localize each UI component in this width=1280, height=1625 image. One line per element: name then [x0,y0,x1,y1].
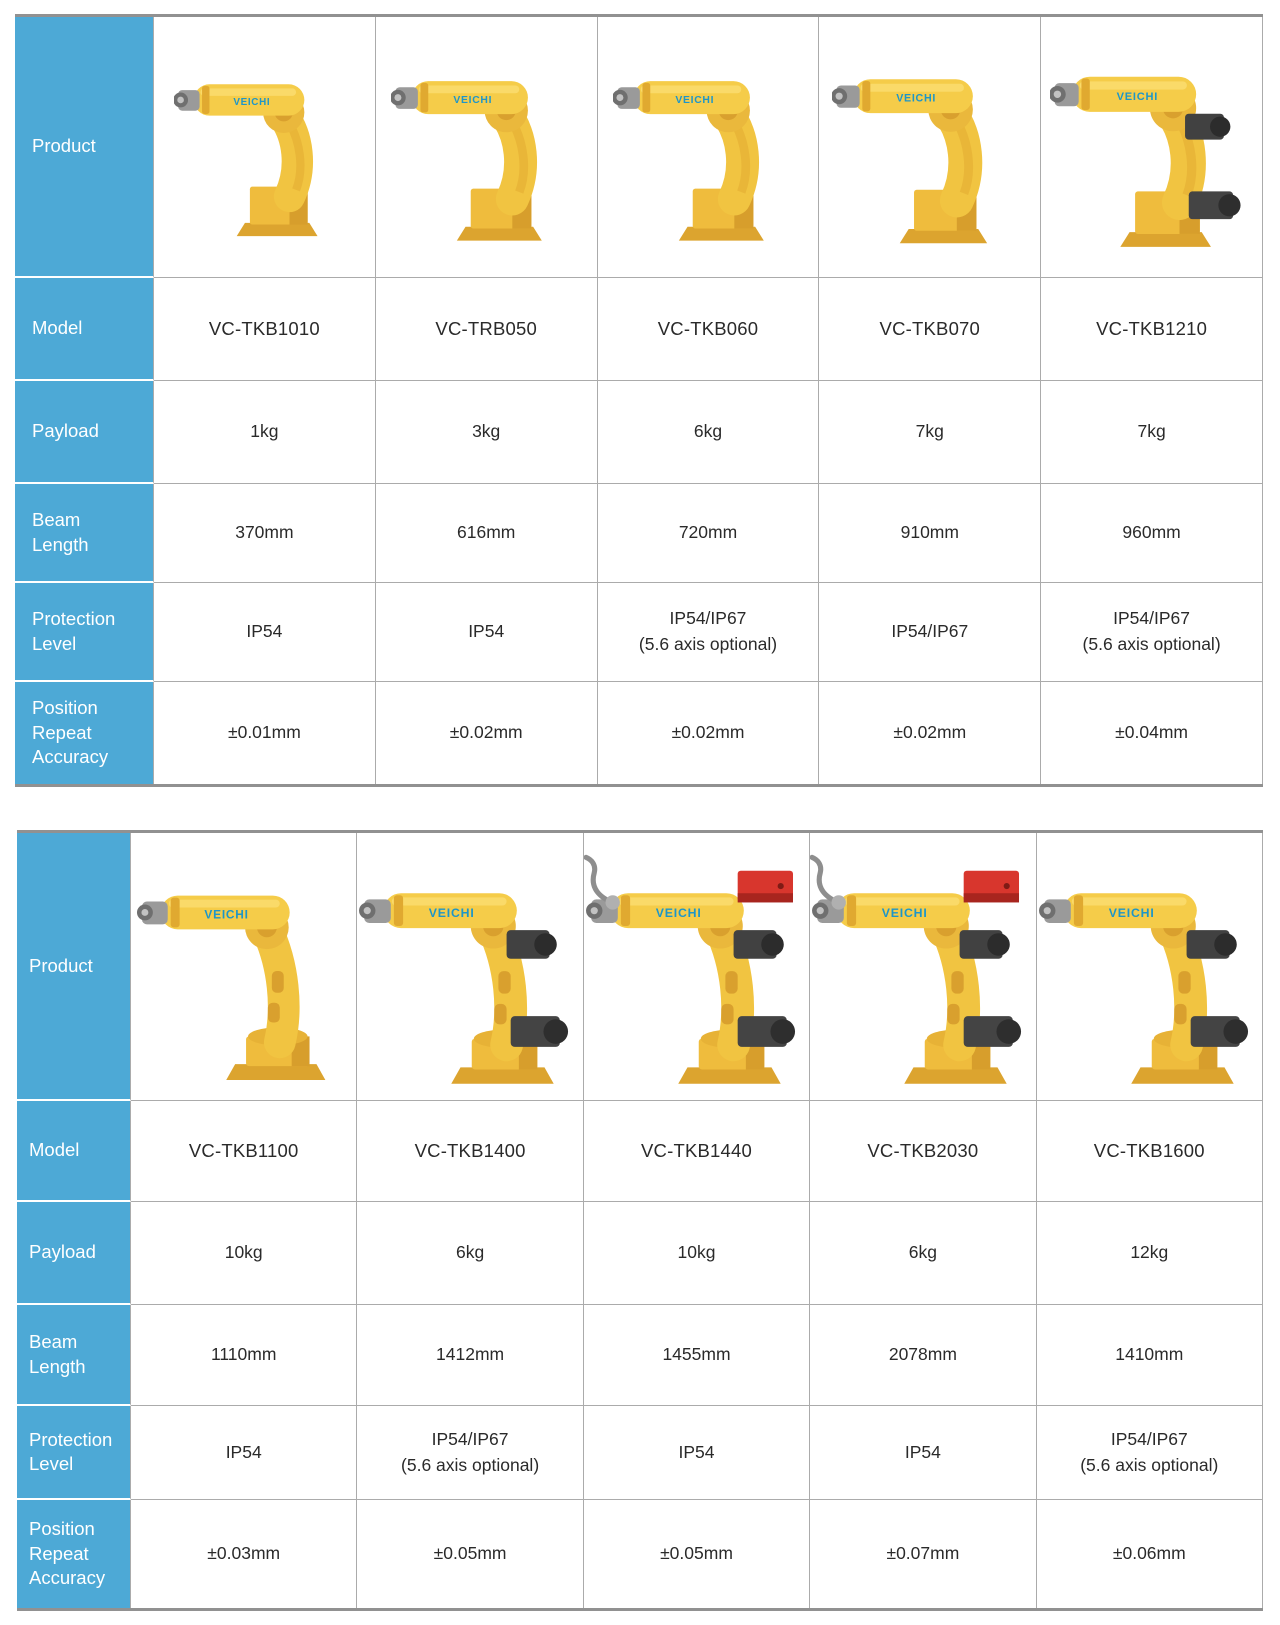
product-cell-vc-tkb1100 [131,833,357,1101]
veichi-logo: VEICHI [233,96,270,108]
row-label-payload: Payload [17,1202,131,1305]
model-cell: VC-TKB1600 [1037,1101,1263,1202]
model-cell: VC-TKB2030 [810,1101,1036,1202]
accuracy-cell: ±0.05mm [357,1500,583,1608]
row-label-payload: Payload [15,381,154,484]
beam-length-cell: 370mm [154,484,376,583]
protection-cell: IP54 [810,1406,1036,1500]
protection-cell: IP54/IP67 (5.6 axis optional) [598,583,820,682]
veichi-logo: VEICHI [881,905,928,920]
row-label-product: Product [15,17,154,278]
beam-length-cell: 1110mm [131,1305,357,1406]
veichi-logo: VEICHI [895,92,936,105]
beam-length-cell: 1455mm [584,1305,810,1406]
row-label-model: Model [17,1101,131,1202]
beam-length-cell: 2078mm [810,1305,1036,1406]
accuracy-cell: ±0.03mm [131,1500,357,1608]
protection-cell: IP54/IP67 (5.6 axis optional) [1037,1406,1263,1500]
robot-image-vc-tkb070 [832,40,1028,254]
robot-image-vc-tkb1440 [584,842,809,1092]
model-cell: VC-TKB1400 [357,1101,583,1202]
model-cell: VC-TKB1010 [154,278,376,381]
row-label-position-repeat-accuracy: Position Repeat Accuracy [17,1500,131,1608]
robot-image-vc-tkb1210 [1050,36,1254,258]
payload-cell: 1kg [154,381,376,484]
row-label-protection-level: Protection Level [17,1406,131,1500]
beam-length-cell: 960mm [1041,484,1263,583]
beam-length-cell: 910mm [819,484,1041,583]
accuracy-cell: ±0.04mm [1041,682,1263,784]
robot-arm-graphic [137,895,325,1079]
robot-arm-graphic [812,893,1007,1084]
product-cell-vc-tkb2030 [810,833,1036,1101]
protection-cell: IP54/IP67 (5.6 axis optional) [1041,583,1263,682]
product-cell-vc-tkb070 [819,17,1041,278]
product-cell-vc-tkb1400 [357,833,583,1101]
robot-arm-graphic [359,893,554,1084]
product-cell-vc-tkb1600 [1037,833,1263,1101]
model-cell: VC-TKB070 [819,278,1041,381]
product-cell-vc-tkb1210 [1041,17,1263,278]
accuracy-cell: ±0.07mm [810,1500,1036,1608]
model-cell: VC-TKB060 [598,278,820,381]
protection-cell: IP54 [584,1406,810,1500]
payload-cell: 10kg [584,1202,810,1305]
protection-cell: IP54/IP67 [819,583,1041,682]
protection-cell: IP54 [131,1406,357,1500]
accuracy-cell: ±0.06mm [1037,1500,1263,1608]
veichi-logo: VEICHI [453,94,493,106]
model-cell: VC-TKB1440 [584,1101,810,1202]
payload-cell: 6kg [598,381,820,484]
accuracy-cell: ±0.02mm [819,682,1041,784]
protection-cell: IP54 [154,583,376,682]
veichi-logo: VEICHI [1108,905,1155,920]
model-cell: VC-TRB050 [376,278,598,381]
payload-cell: 10kg [131,1202,357,1305]
payload-cell: 6kg [357,1202,583,1305]
row-label-beam-length: Beam Length [17,1305,131,1406]
robot-arm-graphic [586,893,781,1084]
beam-length-cell: 1412mm [357,1305,583,1406]
accuracy-cell: ±0.02mm [376,682,598,784]
spec-table-small-robots [15,14,1263,787]
row-label-model: Model [15,278,154,381]
veichi-logo: VEICHI [204,906,249,921]
row-label-beam-length: Beam Length [15,484,154,583]
payload-cell: 6kg [810,1202,1036,1305]
accuracy-cell: ±0.01mm [154,682,376,784]
payload-cell: 7kg [1041,381,1263,484]
robot-image-vc-tkb060 [613,43,804,251]
beam-length-cell: 720mm [598,484,820,583]
payload-cell: 3kg [376,381,598,484]
beam-length-cell: 616mm [376,484,598,583]
product-cell-vc-tkb1010 [154,17,376,278]
robot-image-vc-tkb1100 [135,848,353,1086]
row-label-position-repeat-accuracy: Position Repeat Accuracy [15,682,154,784]
accuracy-cell: ±0.05mm [584,1500,810,1608]
model-cell: VC-TKB1210 [1041,278,1263,381]
protection-cell: IP54 [376,583,598,682]
accuracy-cell: ±0.02mm [598,682,820,784]
product-cell-vc-tkb1440 [584,833,810,1101]
robot-image-vc-trb050 [391,43,582,251]
veichi-logo: VEICHI [655,905,702,920]
robot-image-vc-tkb2030 [810,844,1035,1090]
protection-cell: IP54/IP67 (5.6 axis optional) [357,1406,583,1500]
veichi-logo: VEICHI [1116,90,1158,103]
model-cell: VC-TKB1100 [131,1101,357,1202]
robot-image-vc-tkb1400 [357,844,582,1090]
beam-length-cell: 1410mm [1037,1305,1263,1406]
product-cell-vc-trb050 [376,17,598,278]
veichi-logo: VEICHI [675,94,714,106]
robot-image-vc-tkb1010 [174,48,356,246]
robot-arm-graphic [1039,893,1234,1084]
veichi-logo: VEICHI [429,905,475,920]
row-label-product: Product [17,833,131,1101]
row-label-protection-level: Protection Level [15,583,154,682]
product-cell-vc-tkb060 [598,17,820,278]
payload-cell: 12kg [1037,1202,1263,1305]
payload-cell: 7kg [819,381,1041,484]
spec-table-large-robots [17,830,1263,1611]
robot-image-vc-tkb1600 [1037,842,1262,1092]
